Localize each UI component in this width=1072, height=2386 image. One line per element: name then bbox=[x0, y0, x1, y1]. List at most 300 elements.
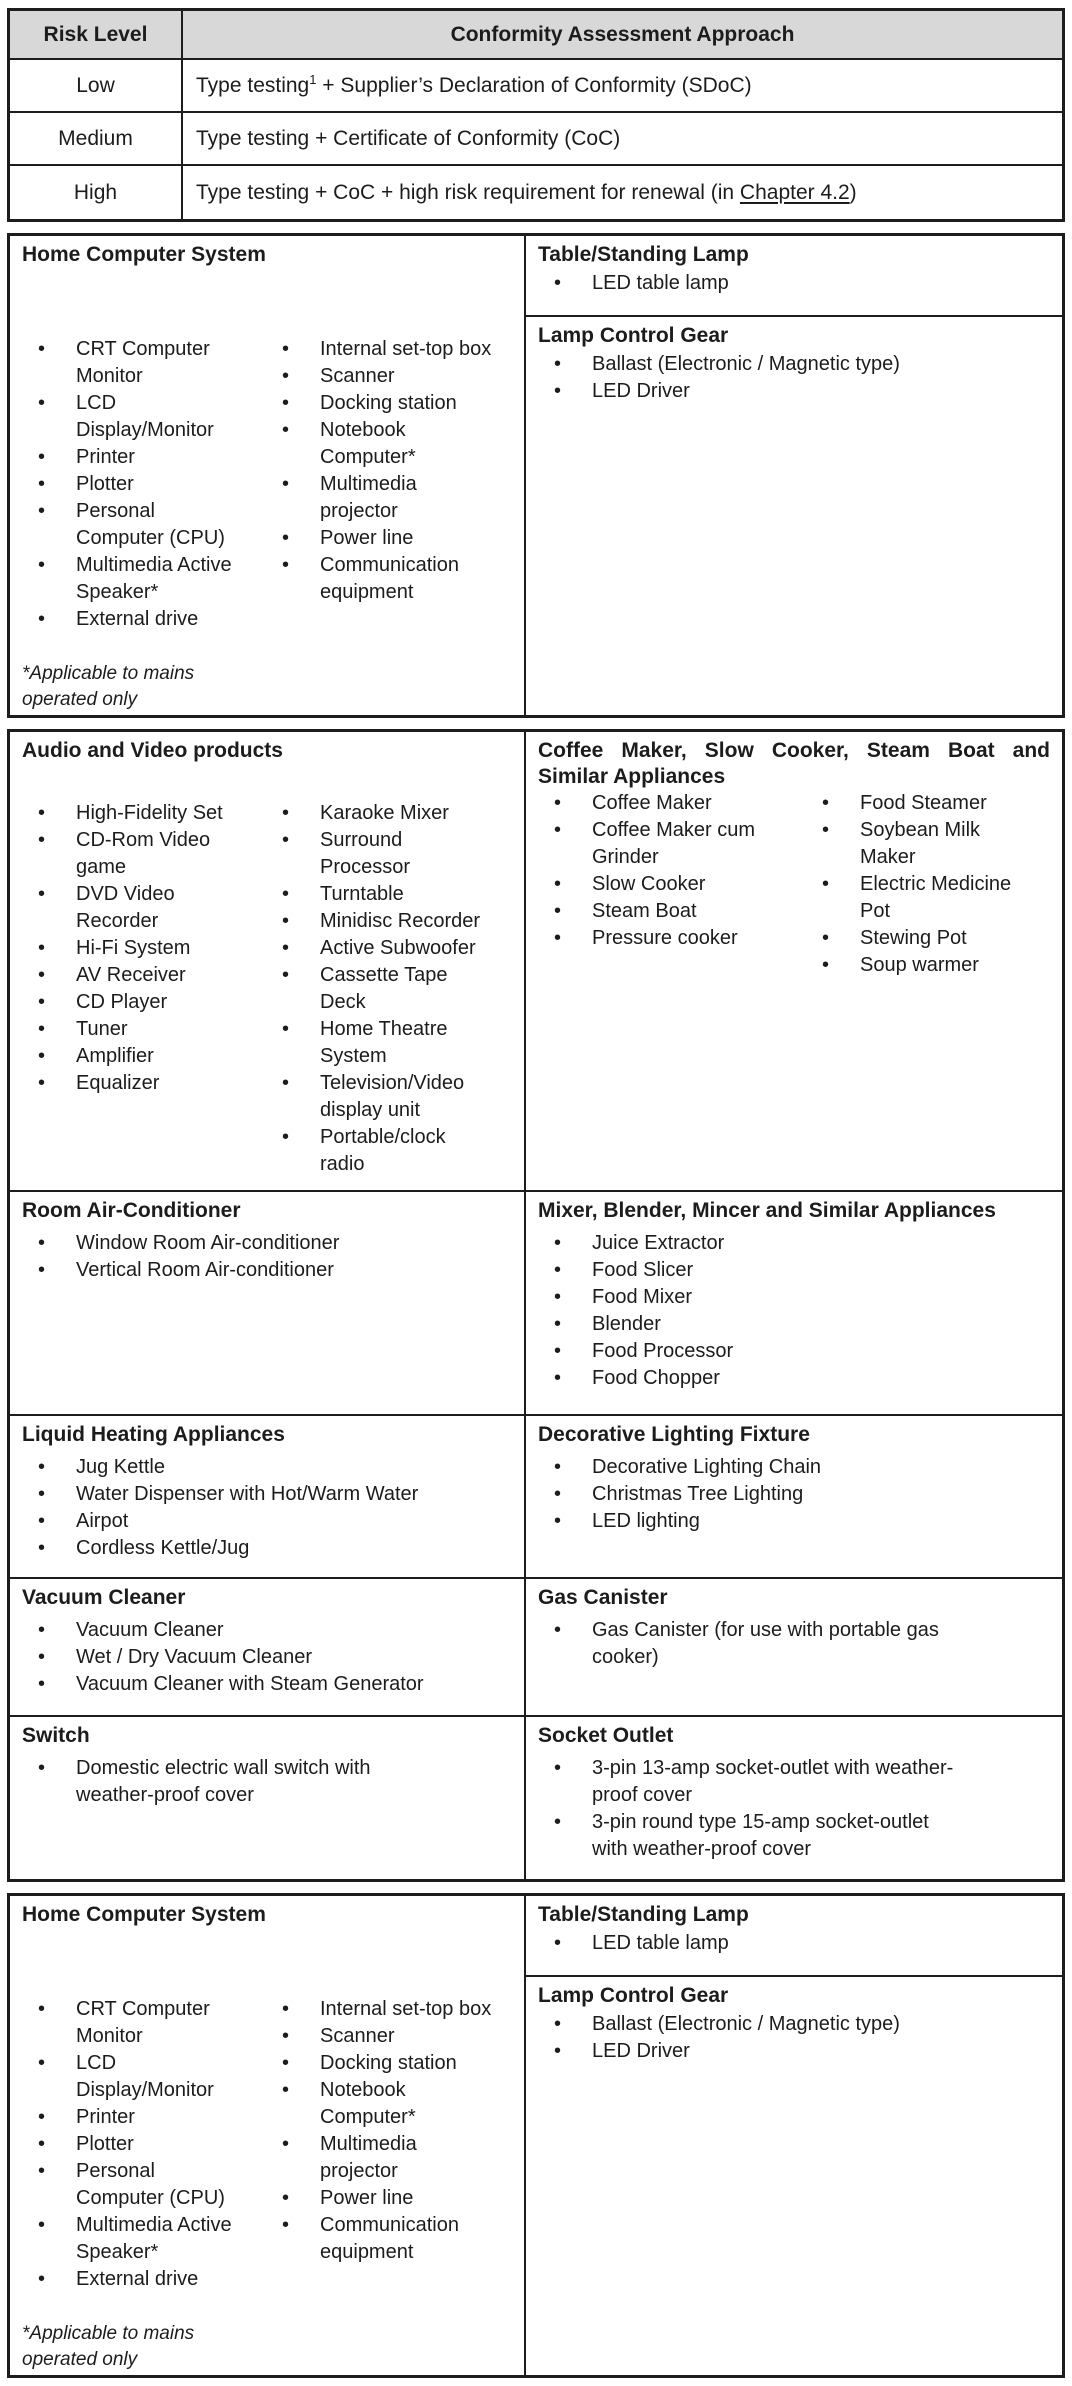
list-item bbox=[266, 908, 512, 935]
vacuum-cleaner-cell bbox=[10, 1579, 526, 1717]
bullet-icon: • bbox=[282, 365, 290, 387]
bullet-icon: • bbox=[554, 1510, 562, 1532]
bullet-icon: • bbox=[282, 2187, 290, 2209]
bullet-icon: • bbox=[38, 2160, 46, 2182]
list-item-text: LED table lamp bbox=[592, 272, 729, 294]
bullet-icon: • bbox=[282, 2052, 290, 2074]
list-item bbox=[538, 925, 806, 952]
list-item bbox=[266, 471, 512, 525]
footnote: *Applicable to mains operated only bbox=[22, 663, 195, 710]
approach-low-text bbox=[196, 71, 752, 98]
bullet-icon: • bbox=[554, 873, 562, 895]
list-item bbox=[538, 1311, 1050, 1338]
computer-lamp-table-top bbox=[7, 233, 1065, 718]
list-item bbox=[538, 1930, 1050, 1957]
section-title: Audio and Video products bbox=[22, 739, 283, 762]
list-item-text: Food Mixer bbox=[592, 1286, 693, 1308]
list-item bbox=[266, 935, 512, 962]
bullet-icon: • bbox=[554, 1483, 562, 1505]
list-item bbox=[22, 552, 266, 606]
list-item-text: Communication equipment bbox=[320, 554, 459, 603]
list-item-text: Karaoke Mixer bbox=[320, 802, 449, 824]
list-item bbox=[538, 2011, 1050, 2038]
approach-low-post: + Supplier’s Declaration of Conformity (SDoC) bbox=[316, 73, 752, 97]
risk-assessment-table bbox=[7, 8, 1065, 222]
bullet-icon: • bbox=[38, 473, 46, 495]
list-item-text: Scanner bbox=[320, 365, 395, 387]
risk-level-high: High bbox=[10, 166, 183, 219]
bullet-icon: • bbox=[554, 1340, 562, 1362]
section-title: Decorative Lighting Fixture bbox=[538, 1423, 810, 1446]
list-item-text: CRT Computer Monitor bbox=[76, 338, 210, 387]
list-item-text: Electric Medicine Pot bbox=[860, 873, 1012, 922]
list-item bbox=[538, 1284, 1050, 1311]
list-item-text: Active Subwoofer bbox=[320, 937, 476, 959]
list-item-text: Amplifier bbox=[76, 1045, 154, 1067]
bullet-icon: • bbox=[822, 873, 830, 895]
list-item bbox=[266, 800, 512, 827]
list-item-text: Internal set-top box bbox=[320, 1998, 492, 2020]
list-item bbox=[22, 498, 266, 552]
bullet-list bbox=[538, 1755, 1050, 1863]
list-item-text: LED Driver bbox=[592, 380, 690, 402]
list-item bbox=[22, 1644, 512, 1671]
bullet-list bbox=[22, 1230, 512, 1284]
bullet-list bbox=[22, 1755, 512, 1809]
socket-outlet-cell bbox=[526, 1717, 1062, 1879]
list-item-text: Multimedia projector bbox=[320, 2133, 417, 2182]
list-item-text: High-Fidelity Set bbox=[76, 802, 223, 824]
bullet-icon: • bbox=[38, 338, 46, 360]
bullet-list bbox=[22, 1996, 266, 2293]
table-standing-lamp-cell bbox=[526, 1896, 1062, 1977]
conformity-approach-header: Conformity Assessment Approach bbox=[183, 11, 1062, 60]
list-item-text: Ballast (Electronic / Magnetic type) bbox=[592, 2013, 900, 2035]
bullet-icon: • bbox=[38, 1018, 46, 1040]
bullet-icon: • bbox=[554, 2013, 562, 2035]
list-item-text: Scanner bbox=[320, 2025, 395, 2047]
list-item-text: Vertical Room Air-conditioner bbox=[76, 1259, 334, 1281]
list-item bbox=[538, 1365, 1050, 1392]
bullet-icon: • bbox=[38, 1998, 46, 2020]
bullet-icon: • bbox=[38, 2214, 46, 2236]
bullet-icon: • bbox=[38, 608, 46, 630]
list-item bbox=[22, 1755, 512, 1809]
list-item bbox=[538, 1809, 1050, 1863]
list-item bbox=[22, 444, 266, 471]
list-item-text: Coffee Maker cum Grinder bbox=[592, 819, 756, 868]
section-title: Liquid Heating Appliances bbox=[22, 1423, 285, 1446]
bullet-columns bbox=[538, 790, 1050, 979]
bullet-list bbox=[22, 800, 266, 1178]
list-item bbox=[22, 2131, 266, 2158]
list-item-text: 3-pin 13-amp socket-outlet with weather-proof cover bbox=[592, 1757, 954, 1806]
bullet-icon: • bbox=[554, 819, 562, 841]
list-item-text: Surround Processor bbox=[320, 829, 411, 878]
bullet-icon: • bbox=[38, 2052, 46, 2074]
bullet-list bbox=[538, 270, 1050, 297]
approach-high-text bbox=[196, 181, 857, 205]
list-item bbox=[266, 1996, 512, 2023]
list-item-text: Printer bbox=[76, 2106, 135, 2128]
list-item-text: Internal set-top box bbox=[320, 338, 492, 360]
list-item-text: Vacuum Cleaner with Steam Generator bbox=[76, 1673, 424, 1695]
list-item-text: Docking station bbox=[320, 2052, 457, 2074]
list-item bbox=[266, 2185, 512, 2212]
section-title: Socket Outlet bbox=[538, 1724, 674, 1747]
list-item bbox=[22, 935, 266, 962]
list-item-text: Water Dispenser with Hot/Warm Water bbox=[76, 1483, 419, 1505]
list-item-text: Slow Cooker bbox=[592, 873, 706, 895]
coffee-maker-cell bbox=[526, 732, 1062, 1192]
list-item bbox=[266, 525, 512, 552]
list-item bbox=[538, 1230, 1050, 1257]
list-item bbox=[538, 1338, 1050, 1365]
home-computer-cell bbox=[10, 1896, 526, 2375]
list-item-text: Wet / Dry Vacuum Cleaner bbox=[76, 1646, 313, 1668]
approach-high-post: ) bbox=[849, 180, 857, 204]
list-item bbox=[266, 390, 512, 417]
list-item-text: DVD Video Recorder bbox=[76, 883, 175, 932]
list-item-text: LCD Display/Monitor bbox=[76, 2052, 214, 2101]
appliances-table bbox=[7, 729, 1065, 1882]
list-item bbox=[22, 390, 266, 444]
list-item-text: Tuner bbox=[76, 1018, 128, 1040]
bullet-icon: • bbox=[554, 1259, 562, 1281]
bullet-icon: • bbox=[38, 964, 46, 986]
bullet-icon: • bbox=[38, 2268, 46, 2290]
list-item-text: CRT Computer Monitor bbox=[76, 1998, 210, 2047]
list-item bbox=[22, 471, 266, 498]
list-item bbox=[22, 2050, 266, 2104]
list-item bbox=[22, 2266, 266, 2293]
list-item bbox=[538, 2038, 1050, 2065]
list-item bbox=[266, 1124, 512, 1178]
bullet-icon: • bbox=[554, 1313, 562, 1335]
bullet-columns bbox=[22, 800, 512, 1178]
list-item-text: Power line bbox=[320, 527, 414, 549]
risk-level-low: Low bbox=[10, 60, 183, 113]
list-item-text: Food Slicer bbox=[592, 1259, 694, 1281]
bullet-icon: • bbox=[38, 802, 46, 824]
bullet-icon: • bbox=[554, 2040, 562, 2062]
list-item bbox=[538, 351, 1050, 378]
bullet-icon: • bbox=[554, 1932, 562, 1954]
bullet-icon: • bbox=[282, 883, 290, 905]
list-item bbox=[538, 378, 1050, 405]
list-item bbox=[538, 1508, 1050, 1535]
list-item-text: Communication equipment bbox=[320, 2214, 459, 2263]
footnote-marker: 1 bbox=[309, 71, 317, 87]
list-item-text: Personal Computer (CPU) bbox=[76, 500, 225, 549]
list-item-text: Coffee Maker bbox=[592, 792, 712, 814]
bullet-list bbox=[538, 1930, 1050, 1957]
bullet-icon: • bbox=[282, 1126, 290, 1148]
list-item bbox=[22, 1671, 512, 1698]
bullet-icon: • bbox=[38, 1619, 46, 1641]
list-item-text: Food Steamer bbox=[860, 792, 987, 814]
list-item-text: Juice Extractor bbox=[592, 1232, 725, 1254]
bullet-icon: • bbox=[38, 446, 46, 468]
bullet-list bbox=[538, 351, 1050, 405]
list-item bbox=[22, 606, 266, 633]
list-item-text: Window Room Air-conditioner bbox=[76, 1232, 340, 1254]
bullet-icon: • bbox=[38, 1259, 46, 1281]
list-item-text: Gas Canister (for use with portable gas cooker) bbox=[592, 1619, 939, 1668]
list-item bbox=[538, 871, 806, 898]
list-item-text: Cordless Kettle/Jug bbox=[76, 1537, 250, 1559]
bullet-icon: • bbox=[554, 900, 562, 922]
list-item bbox=[538, 898, 806, 925]
list-item bbox=[266, 417, 512, 471]
list-item-text: AV Receiver bbox=[76, 964, 186, 986]
list-item bbox=[22, 1230, 512, 1257]
bullet-icon: • bbox=[282, 2079, 290, 2101]
list-item bbox=[22, 2158, 266, 2212]
list-item-text: Multimedia Active Speaker* bbox=[76, 2214, 232, 2263]
section-title: Lamp Control Gear bbox=[538, 1984, 729, 2007]
bullet-icon: • bbox=[38, 1456, 46, 1478]
bullet-icon: • bbox=[282, 829, 290, 851]
bullet-icon: • bbox=[282, 1018, 290, 1040]
bullet-icon: • bbox=[554, 1286, 562, 1308]
bullet-icon: • bbox=[38, 392, 46, 414]
list-item bbox=[806, 925, 1050, 952]
bullet-list bbox=[538, 1230, 1050, 1392]
list-item-text: Cassette Tape Deck bbox=[320, 964, 448, 1013]
list-item bbox=[266, 2077, 512, 2131]
bullet-icon: • bbox=[282, 2025, 290, 2047]
list-item bbox=[22, 1257, 512, 1284]
audio-video-cell bbox=[10, 732, 526, 1192]
bullet-icon: • bbox=[822, 927, 830, 949]
list-item-text: Steam Boat bbox=[592, 900, 697, 922]
section-title: Mixer, Blender, Mincer and Similar Appliances bbox=[538, 1199, 996, 1222]
bullet-icon: • bbox=[38, 1072, 46, 1094]
list-item bbox=[266, 2212, 512, 2266]
section-title: Table/Standing Lamp bbox=[538, 243, 749, 266]
bullet-icon: • bbox=[554, 1757, 562, 1779]
list-item bbox=[806, 817, 1050, 871]
list-item-text: Equalizer bbox=[76, 1072, 160, 1094]
list-item-text: External drive bbox=[76, 2268, 199, 2290]
bullet-icon: • bbox=[38, 1045, 46, 1067]
list-item bbox=[22, 800, 266, 827]
bullet-icon: • bbox=[38, 1673, 46, 1695]
list-item-text: Decorative Lighting Chain bbox=[592, 1456, 822, 1478]
bullet-icon: • bbox=[38, 2133, 46, 2155]
list-item bbox=[806, 952, 1050, 979]
list-item-text: Vacuum Cleaner bbox=[76, 1619, 224, 1641]
list-item bbox=[266, 2023, 512, 2050]
bullet-icon: • bbox=[282, 419, 290, 441]
approach-high bbox=[183, 166, 1062, 219]
list-item bbox=[22, 827, 266, 881]
bullet-icon: • bbox=[38, 1483, 46, 1505]
list-item bbox=[266, 2131, 512, 2185]
list-item-text: Multimedia projector bbox=[320, 473, 417, 522]
bullet-list bbox=[22, 1454, 512, 1562]
gas-canister-cell bbox=[526, 1579, 1062, 1717]
bullet-icon: • bbox=[822, 792, 830, 814]
list-item bbox=[266, 363, 512, 390]
bullet-list bbox=[538, 1454, 1050, 1535]
bullet-icon: • bbox=[554, 1232, 562, 1254]
bullet-icon: • bbox=[38, 829, 46, 851]
section-title: Table/Standing Lamp bbox=[538, 1903, 749, 1926]
bullet-icon: • bbox=[38, 500, 46, 522]
list-item bbox=[22, 1481, 512, 1508]
list-item bbox=[22, 1617, 512, 1644]
list-item-text: Portable/clock radio bbox=[320, 1126, 446, 1175]
list-item bbox=[538, 817, 806, 871]
bullet-icon: • bbox=[282, 338, 290, 360]
approach-low bbox=[183, 60, 1062, 113]
bullet-icon: • bbox=[38, 2106, 46, 2128]
list-item-text: LED Driver bbox=[592, 2040, 690, 2062]
bullet-icon: • bbox=[282, 937, 290, 959]
list-item bbox=[22, 881, 266, 935]
list-item bbox=[806, 790, 1050, 817]
list-item bbox=[22, 1996, 266, 2050]
section-title: Lamp Control Gear bbox=[538, 324, 729, 347]
bullet-list bbox=[538, 1617, 1050, 1671]
list-item-text: Home Theatre System bbox=[320, 1018, 448, 1067]
list-item bbox=[806, 871, 1050, 925]
list-item-text: Minidisc Recorder bbox=[320, 910, 481, 932]
list-item bbox=[266, 1070, 512, 1124]
bullet-icon: • bbox=[554, 353, 562, 375]
list-item-text: Blender bbox=[592, 1313, 661, 1335]
list-item-text: CD Player bbox=[76, 991, 168, 1013]
list-item bbox=[266, 2050, 512, 2077]
bullet-icon: • bbox=[554, 1619, 562, 1641]
bullet-icon: • bbox=[282, 527, 290, 549]
bullet-icon: • bbox=[38, 554, 46, 576]
list-item bbox=[266, 1016, 512, 1070]
list-item bbox=[266, 881, 512, 908]
approach-low-pre: Type testing bbox=[196, 73, 310, 97]
bullet-list bbox=[806, 790, 1050, 979]
liquid-heating-cell bbox=[10, 1416, 526, 1579]
bullet-icon: • bbox=[282, 910, 290, 932]
list-item-text: Turntable bbox=[320, 883, 404, 905]
bullet-icon: • bbox=[282, 1072, 290, 1094]
section-title: Switch bbox=[22, 1724, 90, 1747]
list-item-text: Plotter bbox=[76, 473, 134, 495]
list-item bbox=[22, 1508, 512, 1535]
list-item-text: Television/Video display unit bbox=[320, 1072, 465, 1121]
decorative-lighting-cell bbox=[526, 1416, 1062, 1579]
list-item-text: 3-pin round type 15-amp socket-outlet with weather-proof cover bbox=[592, 1811, 929, 1860]
bullet-list bbox=[538, 2011, 1050, 2065]
bullet-icon: • bbox=[554, 1367, 562, 1389]
bullet-list bbox=[266, 800, 512, 1178]
bullet-icon: • bbox=[282, 802, 290, 824]
list-item-text: Soybean Milk Maker bbox=[860, 819, 981, 868]
list-item-text: Christmas Tree Lighting bbox=[592, 1483, 804, 1505]
list-item-text: Docking station bbox=[320, 392, 457, 414]
list-item bbox=[538, 1755, 1050, 1809]
list-item bbox=[538, 270, 1050, 297]
list-item bbox=[22, 336, 266, 390]
list-item bbox=[266, 827, 512, 881]
room-ac-cell bbox=[10, 1192, 526, 1416]
bullet-icon: • bbox=[38, 937, 46, 959]
bullet-icon: • bbox=[38, 1510, 46, 1532]
risk-level-medium: Medium bbox=[10, 113, 183, 166]
bullet-icon: • bbox=[282, 554, 290, 576]
bullet-columns bbox=[22, 1996, 512, 2293]
bullet-icon: • bbox=[554, 1811, 562, 1833]
list-item-text: LED lighting bbox=[592, 1510, 700, 1532]
section-title: Vacuum Cleaner bbox=[22, 1586, 186, 1609]
section-title: Room Air-Conditioner bbox=[22, 1199, 241, 1222]
list-item-text: Power line bbox=[320, 2187, 414, 2209]
list-item bbox=[538, 1257, 1050, 1284]
list-item bbox=[22, 962, 266, 989]
list-item-text: Hi-Fi System bbox=[76, 937, 191, 959]
list-item-text: Pressure cooker bbox=[592, 927, 738, 949]
bullet-columns bbox=[22, 336, 512, 633]
bullet-icon: • bbox=[38, 1646, 46, 1668]
bullet-icon: • bbox=[822, 954, 830, 976]
bullet-list bbox=[22, 1617, 512, 1698]
list-item bbox=[266, 552, 512, 606]
home-computer-cell bbox=[10, 236, 526, 715]
list-item bbox=[22, 1535, 512, 1562]
approach-high-pre: Type testing + CoC + high risk requirement for renewal (in bbox=[196, 180, 740, 204]
bullet-icon: • bbox=[282, 2133, 290, 2155]
bullet-list bbox=[538, 790, 806, 979]
bullet-list bbox=[266, 336, 512, 633]
bullet-icon: • bbox=[38, 1537, 46, 1559]
list-item bbox=[538, 1481, 1050, 1508]
bullet-icon: • bbox=[282, 392, 290, 414]
list-item bbox=[22, 1016, 266, 1043]
list-item bbox=[22, 989, 266, 1016]
list-item-text: LED table lamp bbox=[592, 1932, 729, 1954]
list-item bbox=[22, 2212, 266, 2266]
bullet-icon: • bbox=[38, 1232, 46, 1254]
list-item-text: CD-Rom Video game bbox=[76, 829, 211, 878]
bullet-list bbox=[266, 1996, 512, 2293]
bullet-icon: • bbox=[38, 883, 46, 905]
list-item bbox=[266, 336, 512, 363]
list-item-text: Soup warmer bbox=[860, 954, 979, 976]
list-item-text: Notebook Computer* bbox=[320, 2079, 416, 2128]
list-item-text: Notebook Computer* bbox=[320, 419, 416, 468]
section-title: Home Computer System bbox=[22, 1903, 266, 1926]
list-item bbox=[22, 1070, 266, 1097]
bullet-icon: • bbox=[38, 991, 46, 1013]
lamp-control-gear-cell bbox=[526, 317, 1062, 715]
footnote: *Applicable to mains operated only bbox=[22, 2323, 195, 2370]
approach-medium: Type testing + Certificate of Conformity (CoC) bbox=[183, 113, 1062, 166]
list-item bbox=[22, 1454, 512, 1481]
lamp-control-gear-cell bbox=[526, 1977, 1062, 2375]
computer-lamp-table-bottom bbox=[7, 1893, 1065, 2378]
list-item bbox=[538, 1454, 1050, 1481]
bullet-icon: • bbox=[554, 1456, 562, 1478]
bullet-icon: • bbox=[282, 1998, 290, 2020]
list-item-text: Domestic electric wall switch with weather-proof cover bbox=[76, 1757, 371, 1806]
section-title: Gas Canister bbox=[538, 1586, 668, 1609]
chapter-link[interactable]: Chapter 4.2 bbox=[739, 180, 850, 204]
list-item-text: Food Chopper bbox=[592, 1367, 720, 1389]
section-title: Coffee Maker, Slow Cooker, Steam Boat and Similar Appliances bbox=[538, 739, 1050, 788]
list-item bbox=[22, 1043, 266, 1070]
